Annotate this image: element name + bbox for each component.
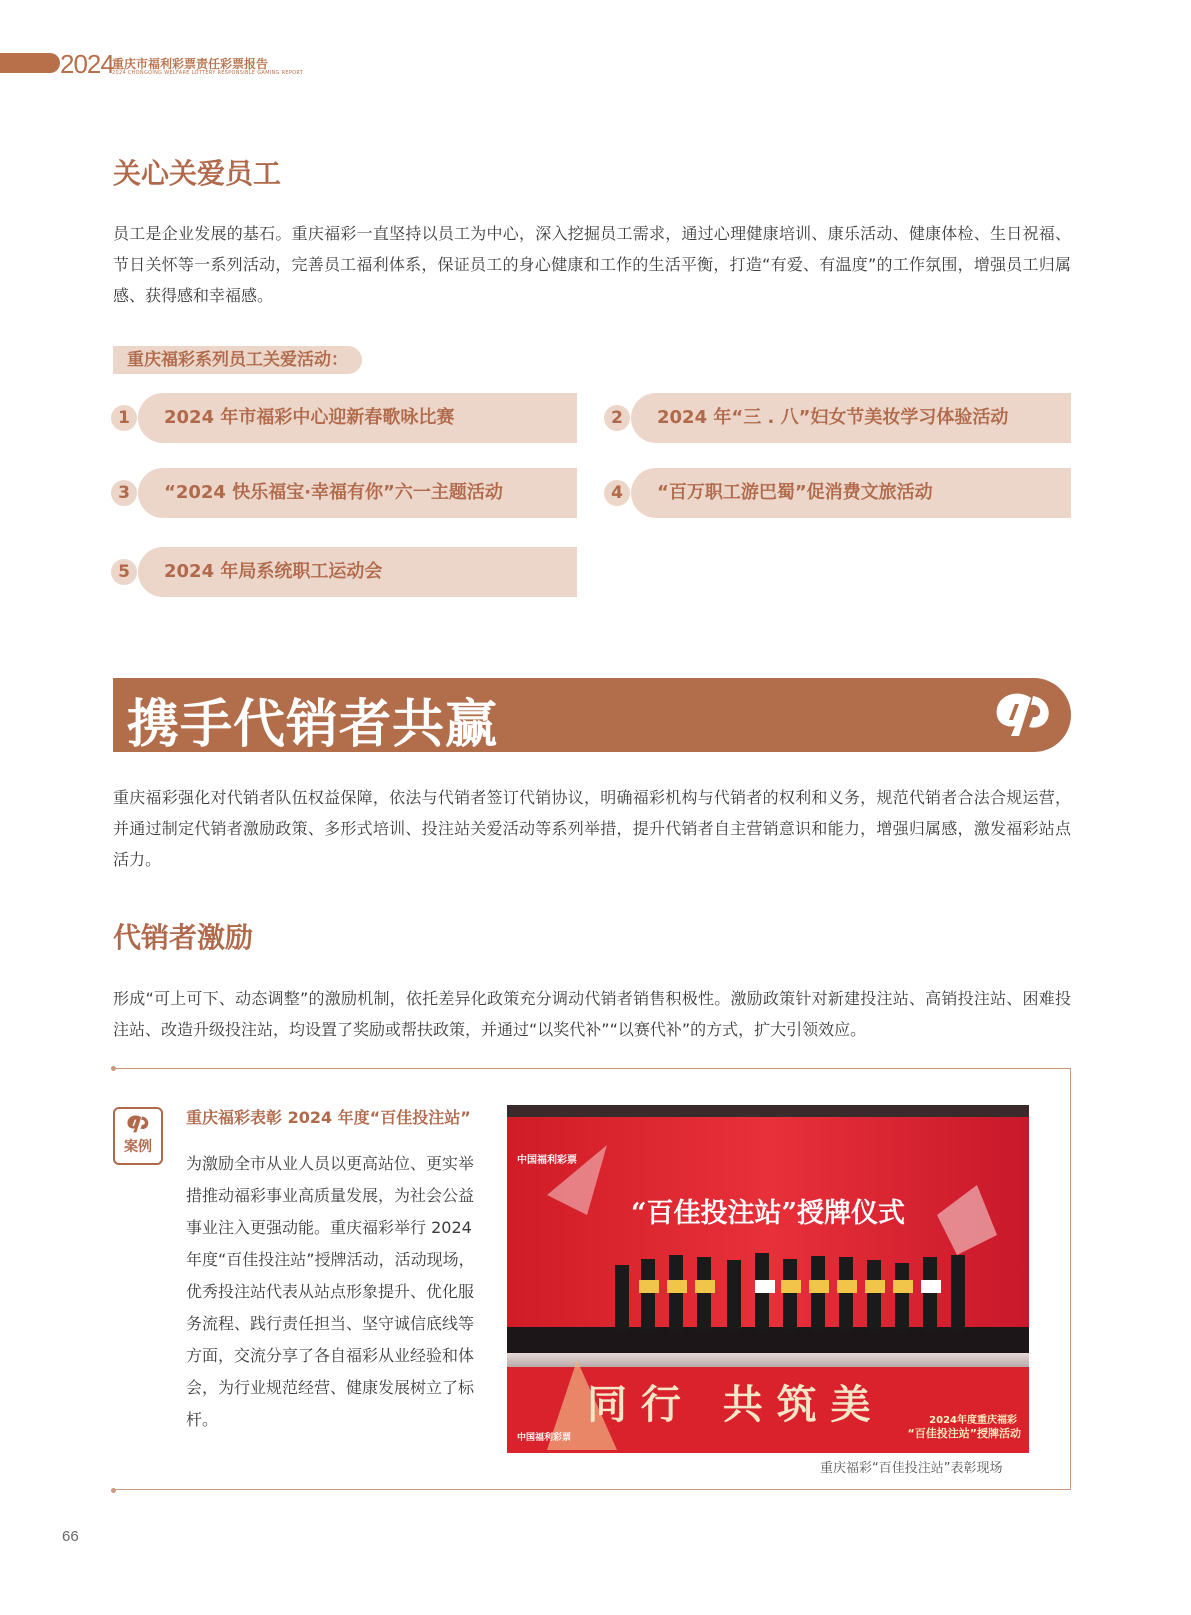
activity-number: 5	[111, 559, 137, 585]
activity-text: 2024 年“三 . 八”妇女节美妆学习体验活动	[631, 393, 1071, 443]
header-title: 重庆市福利彩票责任彩票报告	[112, 57, 269, 71]
activity-text: “百万职工游巴蜀”促消费文旅活动	[631, 468, 1071, 518]
photo-screen-title: “百佳投注站”授牌仪式	[630, 1198, 906, 1229]
photo-brand-bottom: 中国福利彩票	[517, 1433, 572, 1443]
case-title: 重庆福彩表彰 2024 年度“百佳投注站”	[186, 1108, 471, 1127]
case-badge-label: 案例	[124, 1139, 152, 1155]
header-accent-bar	[0, 53, 60, 73]
header-subtitle: 2024 CHONGQING WELFARE LOTTERY RESPONSIBLE GAMING REPORT	[112, 70, 304, 76]
photo-event-line2: “百佳投注站”授牌活动	[907, 1427, 1021, 1440]
activity-item-3	[111, 468, 577, 518]
activity-item-4	[604, 468, 1071, 518]
activities-label: 重庆福彩系列员工关爱活动：	[113, 346, 362, 374]
section-banner	[113, 678, 1071, 755]
activity-number: 4	[604, 480, 630, 506]
activity-text: 2024 年市福彩中心迎新春歌咏比赛	[138, 393, 577, 443]
page-number: 66	[62, 1528, 79, 1545]
activity-text: “2024 快乐福宝·幸福有你”六一主题活动	[138, 468, 577, 518]
partners-paragraph: 重庆福彩强化对代销者队伍权益保障，依法与代销者签订代销协议，明确福彩机构与代销者的权利和义务，规范代销者合法合规运营，并通过制定代销者激励政策、多形式培训、投注站关爱活动等系列举措，提升代销者自主营销意识和能力，增强归属感，激发福彩站点活力。	[113, 788, 1071, 869]
case-badge	[113, 1107, 163, 1165]
incentive-heading: 代销者激励	[113, 921, 254, 954]
welfare-lottery-logo-icon	[125, 1114, 151, 1134]
banner-title: 携手代销者共赢	[127, 695, 499, 755]
activity-number: 3	[111, 480, 137, 506]
activity-number: 1	[111, 405, 137, 431]
activity-item-1	[111, 393, 577, 443]
care-paragraph: 员工是企业发展的基石。重庆福彩一直坚持以员工为中心，深入挖掘员工需求，通过心理健康培训、康乐活动、健康体检、生日祝福、节日关怀等一系列活动，完善员工福利体系，保证员工的身心健康和工作的生活平衡，打造“有爱、有温度”的工作氛围，增强员工归属感、获得感和幸福感。	[113, 224, 1071, 305]
photo-event-line1: 2024年度重庆福彩	[929, 1415, 1017, 1426]
photo-caption: 重庆福彩“百佳投注站”表彰现场	[820, 1461, 1003, 1476]
activity-text: 2024 年局系统职工运动会	[138, 547, 577, 597]
case-body: 为激励全市从业人员以更高站位、更实举措推动福彩事业高质量发展，为社会公益事业注入更强动能。重庆福彩举行 2024 年度“百佳投注站”授牌活动，活动现场，优秀投注站代表从站点形象提升、优化服务流程、践行责任担当、坚守诚信底线等方面，交流分享了各自福彩从业经验和体会，为行业规范经营、健康发展树立了标杆。	[186, 1154, 475, 1429]
activity-item-5	[111, 547, 577, 597]
photo-slogan: 同 行 共 筑 美	[587, 1381, 871, 1428]
activity-item-2	[604, 393, 1071, 443]
header-year: 2024	[60, 49, 114, 79]
photo-brand-top: 中国福利彩票	[517, 1155, 577, 1166]
welfare-lottery-logo-icon	[993, 690, 1053, 744]
care-heading: 关心关爱员工	[113, 157, 282, 190]
award-ceremony-photo	[507, 1105, 1029, 1453]
incentive-paragraph: 形成“可上可下、动态调整”的激励机制，依托差异化政策充分调动代销者销售积极性。激励政策针对新建投注站、高销投注站、困难投注站、改造升级投注站，均设置了奖励或帮扶政策，并通过“以奖代补”“以赛代补”的方式，扩大引领效应。	[113, 989, 1071, 1039]
activity-number: 2	[604, 405, 630, 431]
